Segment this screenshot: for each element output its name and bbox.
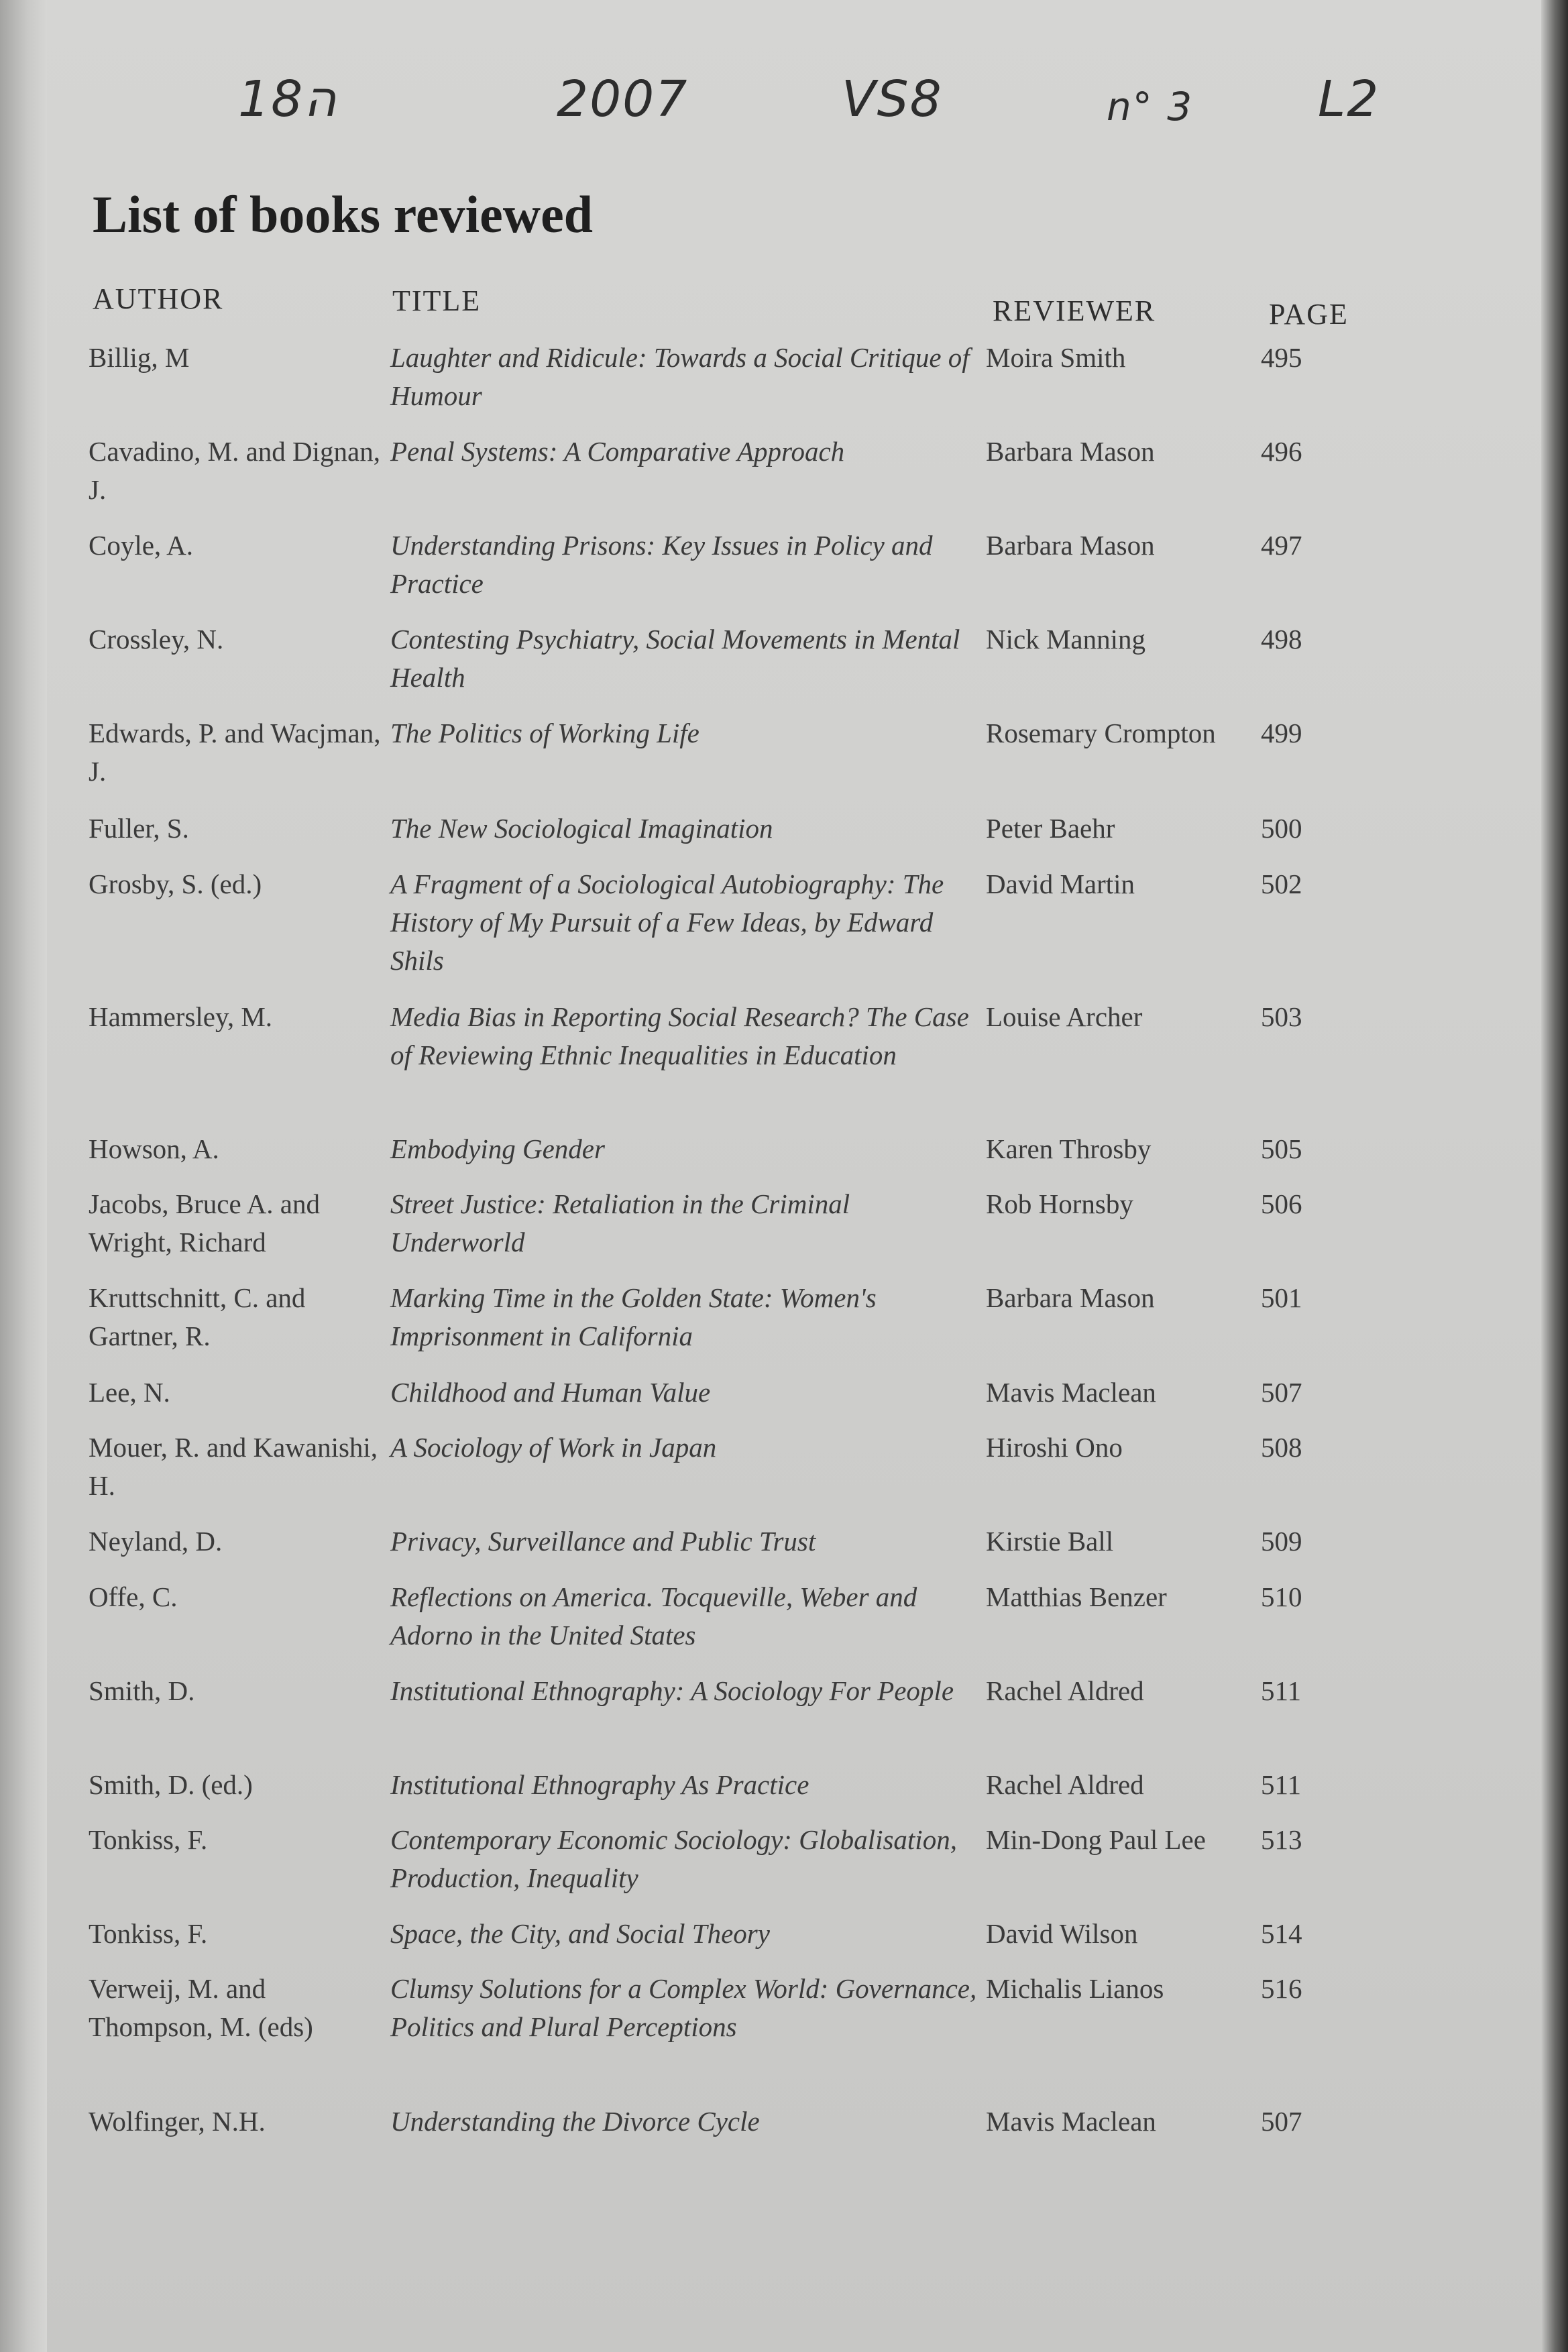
title-cell: Clumsy Solutions for a Complex World: Governance, Politics and Plural Perceptions xyxy=(390,1973,977,2042)
page-cell: 509 xyxy=(1261,1526,1302,1557)
author-cell: Coyle, A. xyxy=(89,530,194,561)
author-cell: Lee, N. xyxy=(89,1377,170,1408)
reviewer-cell: Nick Manning xyxy=(986,624,1145,655)
reviewer-cell: Mavis Maclean xyxy=(986,1377,1156,1408)
page-title: List of books reviewed xyxy=(93,185,594,243)
title-cell: A Fragment of a Sociological Autobiography: The History of My Pursuit of a Few Ideas, by Edward Shils xyxy=(390,869,944,976)
page-cell: 510 xyxy=(1261,1581,1302,1612)
author-cell: Tonkiss, F. xyxy=(89,1824,208,1855)
page-cell: 499 xyxy=(1261,718,1302,748)
title-cell: Penal Systems: A Comparative Approach xyxy=(390,436,845,467)
title-cell: Media Bias in Reporting Social Research? The Case of Reviewing Ethnic Inequalities in Education xyxy=(390,1001,969,1070)
page-cell: 502 xyxy=(1261,869,1302,899)
page-cell: 496 xyxy=(1261,436,1302,467)
page-cell: 508 xyxy=(1261,1432,1302,1463)
reviewer-cell: Karen Throsby xyxy=(986,1133,1152,1164)
reviewer-cell: Rachel Aldred xyxy=(986,1675,1144,1706)
column-header-title: TITLE xyxy=(392,284,482,317)
handwritten-note: L2 xyxy=(1318,70,1380,128)
page-cell: 495 xyxy=(1261,342,1302,373)
handwritten-note: VS8 xyxy=(842,70,943,128)
page-cell: 500 xyxy=(1261,813,1302,844)
page-cell: 507 xyxy=(1261,2106,1302,2137)
title-cell: Understanding Prisons: Key Issues in Policy and Practice xyxy=(390,530,933,599)
reviewer-cell: Min-Dong Paul Lee xyxy=(986,1824,1206,1855)
title-cell: Institutional Ethnography: A Sociology For People xyxy=(390,1675,954,1706)
reviewer-cell: David Martin xyxy=(986,869,1135,899)
title-cell: Space, the City, and Social Theory xyxy=(390,1918,770,1949)
title-cell: Contesting Psychiatry, Social Movements in Mental Health xyxy=(390,624,960,693)
author-cell: Billig, M xyxy=(89,342,190,373)
reviewer-cell: Barbara Mason xyxy=(986,1282,1155,1313)
reviewer-cell: Peter Baehr xyxy=(986,813,1115,844)
title-cell: The New Sociological Imagination xyxy=(390,813,773,844)
author-cell: Fuller, S. xyxy=(89,813,189,844)
table-header xyxy=(47,282,1541,335)
reviewer-cell: Rosemary Crompton xyxy=(986,718,1216,748)
reviewer-cell: Hiroshi Ono xyxy=(986,1432,1123,1463)
page-cell: 511 xyxy=(1261,1769,1301,1800)
title-cell: Marking Time in the Golden State: Women's Imprisonment in California xyxy=(390,1282,877,1351)
reviewer-cell: Michalis Lianos xyxy=(986,1973,1164,2004)
author-cell: Tonkiss, F. xyxy=(89,1918,208,1949)
reviewer-cell: Mavis Maclean xyxy=(986,2106,1156,2137)
author-cell: Smith, D. xyxy=(89,1675,195,1706)
page-cell: 501 xyxy=(1261,1282,1302,1313)
title-cell: Street Justice: Retaliation in the Criminal Underworld xyxy=(390,1188,850,1257)
author-cell: Verweij, M. and Thompson, M. (eds) xyxy=(89,1973,313,2042)
title-cell: Laughter and Ridicule: Towards a Social Critique of Humour xyxy=(390,342,970,411)
page-left-edge-shadow xyxy=(0,0,47,2352)
page-cell: 514 xyxy=(1261,1918,1302,1949)
handwritten-note: 1ה8 xyxy=(238,70,338,128)
author-cell: Hammersley, M. xyxy=(89,1001,273,1032)
page-cell: 506 xyxy=(1261,1188,1302,1219)
page-cell: 498 xyxy=(1261,624,1302,655)
author-cell: Crossley, N. xyxy=(89,624,224,655)
author-cell: Smith, D. (ed.) xyxy=(89,1769,253,1800)
page-right-edge-shadow xyxy=(1541,0,1568,2352)
page-cell: 505 xyxy=(1261,1133,1302,1164)
title-cell: Contemporary Economic Sociology: Globalisation, Production, Inequality xyxy=(390,1824,957,1893)
reviewer-cell: Rachel Aldred xyxy=(986,1769,1144,1800)
handwritten-note: n° 3 xyxy=(1107,84,1194,129)
reviewer-cell: Barbara Mason xyxy=(986,530,1155,561)
column-header-page: PAGE xyxy=(1269,298,1349,331)
column-header-author: AUTHOR xyxy=(93,282,224,315)
handwritten-note: 2007 xyxy=(557,70,689,128)
reviewer-cell: Barbara Mason xyxy=(986,436,1155,467)
page-cell: 513 xyxy=(1261,1824,1302,1855)
author-cell: Mouer, R. and Kawanishi, H. xyxy=(89,1432,378,1501)
author-cell: Neyland, D. xyxy=(89,1526,223,1557)
title-cell: A Sociology of Work in Japan xyxy=(390,1432,717,1463)
author-cell: Kruttschnitt, C. and Gartner, R. xyxy=(89,1282,306,1351)
reviewer-cell: Matthias Benzer xyxy=(986,1581,1167,1612)
reviewer-cell: Kirstie Ball xyxy=(986,1526,1114,1557)
title-cell: Childhood and Human Value xyxy=(390,1377,711,1408)
page-cell: 507 xyxy=(1261,1377,1302,1408)
author-cell: Cavadino, M. and Dignan, J. xyxy=(89,436,380,505)
title-cell: Embodying Gender xyxy=(390,1133,605,1164)
page-cell: 516 xyxy=(1261,1973,1302,2004)
author-cell: Jacobs, Bruce A. and Wright, Richard xyxy=(89,1188,320,1257)
author-cell: Wolfinger, N.H. xyxy=(89,2106,266,2137)
title-cell: Reflections on America. Tocqueville, Weber and Adorno in the United States xyxy=(390,1581,917,1650)
title-cell: Privacy, Surveillance and Public Trust xyxy=(390,1526,816,1557)
page-cell: 503 xyxy=(1261,1001,1302,1032)
handwritten-annotation xyxy=(47,70,1541,151)
reviewer-cell: Rob Hornsby xyxy=(986,1188,1133,1219)
title-cell: Understanding the Divorce Cycle xyxy=(390,2106,760,2137)
reviewer-cell: David Wilson xyxy=(986,1918,1138,1949)
title-cell: The Politics of Working Life xyxy=(390,718,699,748)
author-cell: Howson, A. xyxy=(89,1133,219,1164)
title-cell: Institutional Ethnography As Practice xyxy=(390,1769,809,1800)
document-page xyxy=(47,0,1541,2352)
page-cell: 511 xyxy=(1261,1675,1301,1706)
author-cell: Offe, C. xyxy=(89,1581,178,1612)
author-cell: Grosby, S. (ed.) xyxy=(89,869,262,899)
reviewer-cell: Louise Archer xyxy=(986,1001,1143,1032)
reviewer-cell: Moira Smith xyxy=(986,342,1126,373)
column-header-reviewer: REVIEWER xyxy=(993,294,1156,327)
author-cell: Edwards, P. and Wacjman, J. xyxy=(89,718,381,787)
page-cell: 497 xyxy=(1261,530,1302,561)
